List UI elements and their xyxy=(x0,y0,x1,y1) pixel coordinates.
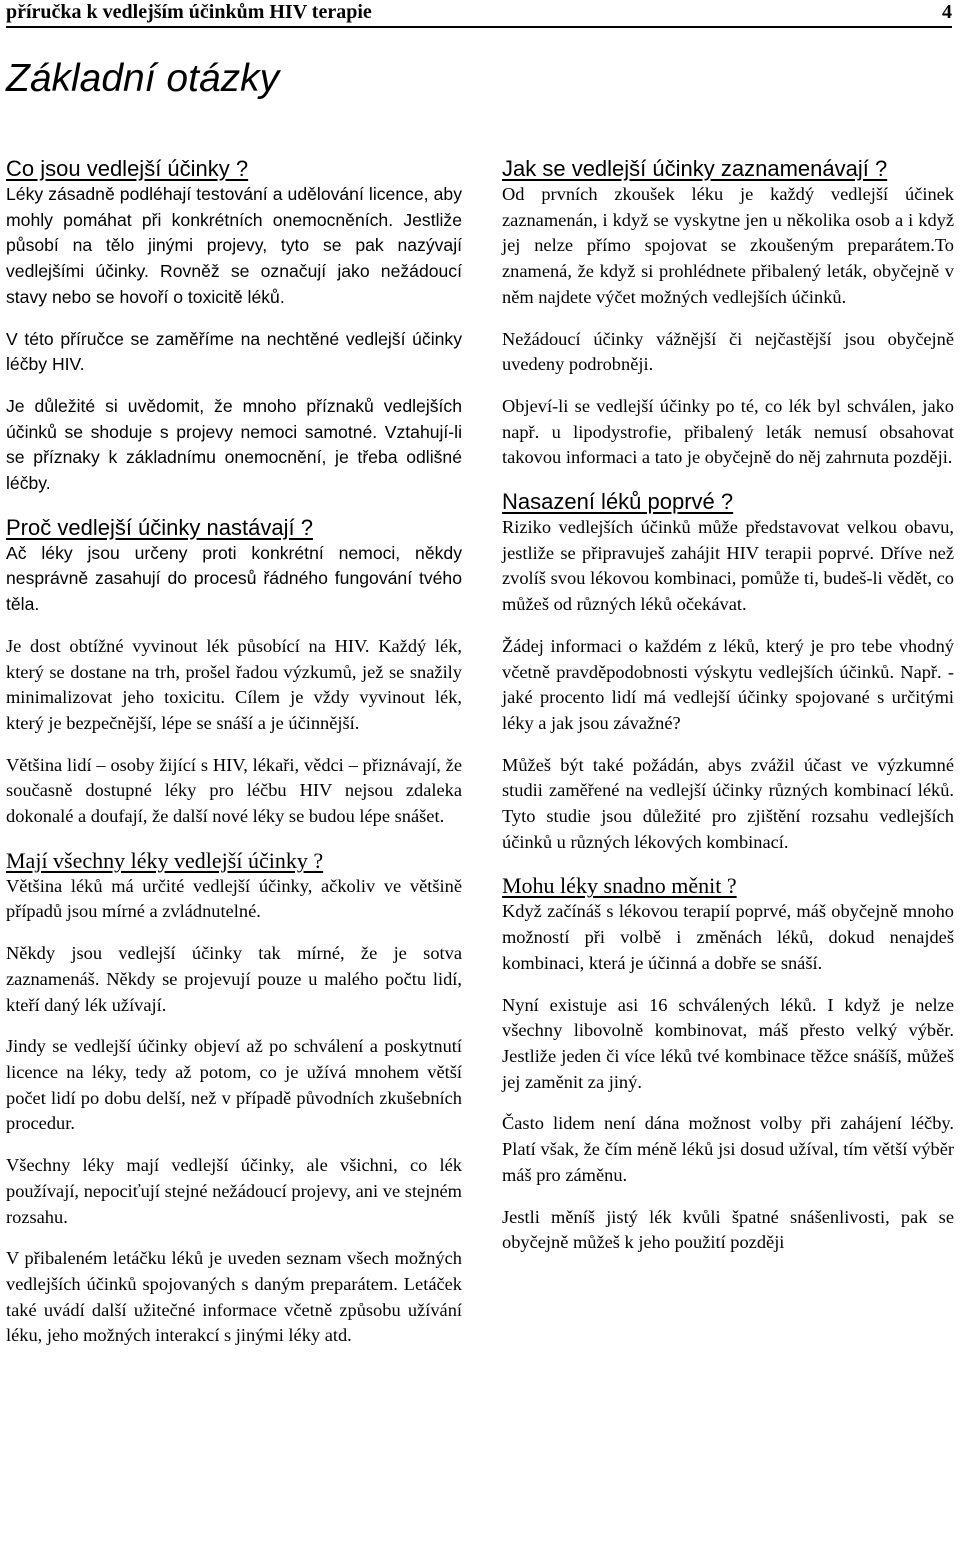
page-number: 4 xyxy=(942,1,952,23)
page-title: Základní otázky xyxy=(6,57,280,100)
running-header xyxy=(6,0,952,28)
section-heading: Jak se vedlejší účinky zaznamenávají ? xyxy=(502,156,888,181)
section-heading: Co jsou vedlejší účinky ? xyxy=(6,156,249,181)
paragraph: Žádej informaci o každém z léků, který je pro tebe vhodný včetně pravděpodobnosti výskytu vedlejších účinků. Např. - jaké procento lidí má vedlejší účinky spojované s určitými léky a jak jsou závažné? xyxy=(502,635,954,733)
paragraph: Většina léků má určité vedlejší účinky, ačkoliv ve většině případů jsou mírné a zvládnutelné. xyxy=(6,875,462,922)
paragraph: Můžeš být také požádán, abys zvážil účast ve výzkumné studii zaměřené na vedlejší účinky různých kombinací léků. Tyto studie jsou důležité pro zjištění rozsahu vedlejších účinků u různých lékových kombinací. xyxy=(502,754,954,852)
paragraph: Většina lidí – osoby žijící s HIV, lékaři, vědci – přiznávají, že současně dostupné léky pro léčbu HIV nejsou zdaleka dokonalé a doufají, že další nové léky se budou lépe snášet. xyxy=(6,754,462,827)
paragraph: Od prvních zkoušek léku je každý vedlejší účinek zaznamenán, i když se vyskytne jen u několika osob a i když jej nelze přímo spojovat se zkoušeným preparátem.To znamená, že když si prohlédnete přibalený leták, obyčejně v něm najdete výčet možných vedlejších účinků. xyxy=(502,184,954,307)
paragraph: Léky zásadně podléhají testování a udělování licence, aby mohly pomáhat při konkrétních onemocněních. Jestliže působí na tělo jinými projevy, tyto se pak nazývají vedlejšími účinky. Rovněž se označují jako nežádoucí stavy nebo se hovoří o toxicitě léků. xyxy=(6,184,462,307)
paragraph: Je důležité si uvědomit, že mnoho příznaků vedlejších účinků se shoduje s projevy nemoci samotné. Vztahují-li se příznaky k základnímu onemocnění, je třeba odlišné léčby. xyxy=(6,395,462,494)
header-title: příručka k vedlejším účinkům HIV terapie xyxy=(6,1,372,23)
paragraph: V této příručce se zaměříme na nechtěné vedlejší účinky léčby HIV. xyxy=(6,328,462,375)
section-what-are-side-effects xyxy=(6,156,462,497)
paragraph: Jestli měníš jistý lék kvůli špatné snášenlivosti, pak se obyčejně můžeš k jeho použití později xyxy=(502,1206,954,1253)
paragraph: Je dost obtížné vyvinout lék působící na HIV. Každý lék, který se dostane na trh, prošel řadou výzkumů, jež se snažily minimalizovat jeho toxicitu. Cílem je vždy vyvinout lék, který je bezpečnější, lépe se snáší a je účinnější. xyxy=(6,635,462,733)
paragraph: Někdy jsou vedlejší účinky tak mírné, že je sotva zaznamenáš. Někdy se projevují pouze u malého počtu lidí, kteří daný lék užívají. xyxy=(6,943,462,1015)
section-heading: Mají všechny léky vedlejší účinky ? xyxy=(6,847,324,873)
paragraph: Všechny léky mají vedlejší účinky, ale všichni, co lék používají, nepociťují stejné nežádoucí projevy, ani ve stejném rozsahu. xyxy=(6,1155,462,1227)
paragraph: Riziko vedlejších účinků může představovat velkou obavu, jestliže se připravuješ zahájit HIV terapii poprvé. Dříve než zvolíš svou lékovou kombinaci, pomůže ti, budeš-li vědět, co můžeš od různých léků očekávat. xyxy=(502,517,954,615)
section-heading: Proč vedlejší účinky nastávají ? xyxy=(6,514,313,540)
paragraph: Objeví-li se vedlejší účinky po té, co lék byl schválen, jako např. u lipodystrofie, přibalený leták nemusí obsahovat takovou informaci a tato je obyčejně do něj zahrnuta později. xyxy=(502,395,954,468)
section-heading: Mohu léky snadno měnit ? xyxy=(502,873,737,899)
section-first-time-drugs xyxy=(502,489,954,855)
paragraph: Nyní existuje asi 16 schválených léků. I když je nelze všechny libovolně kombinovat, máš přesto velký výběr. Jestliže jeden či více léků tvé kombinace těžce snášíš, můžeš jej zaměnit za jiný. xyxy=(502,994,954,1092)
right-column xyxy=(502,156,954,1256)
section-heading: Nasazení léků poprvé ? xyxy=(502,489,734,515)
paragraph: Když začínáš s lékovou terapií poprvé, máš obyčejně mnoho možností při volbě i změnách léků, dokud nenajdeš kombinaci, která je účinná a dobře se snáší. xyxy=(502,901,954,973)
section-how-recorded xyxy=(502,156,954,471)
section-can-change-drugs xyxy=(502,873,954,1255)
left-column xyxy=(6,156,462,1349)
paragraph: Jindy se vedlejší účinky objeví až po schválení a poskytnutí licence na léky, tedy až potom, co je užívá mnohem větší počet lidí po dobu delší, než v případě původních zkušebních procedur. xyxy=(6,1036,462,1134)
paragraph: Nežádoucí účinky vážnější či nejčastější jsou obyčejně uvedeny podrobněji. xyxy=(502,328,954,375)
paragraph: Často lidem není dána možnost volby při zahájení léčby. Platí však, že čím méně léků jsi dosud užíval, tím větší výběr máš pro záměnu. xyxy=(502,1113,954,1185)
section-why-side-effects xyxy=(6,515,462,830)
paragraph: V přibaleném letáčku léků je uveden seznam všech možných vedlejších účinků spojovaných s daným preparátem. Letáček také uvádí další užitečné informace včetně způsobu užívání léku, jeho možných interakcí s jinými léky atd. xyxy=(6,1248,462,1346)
paragraph: Ač léky jsou určeny proti konkrétní nemoci, někdy nesprávně zasahují do procesů řádného fungování tvého těla. xyxy=(6,542,462,615)
section-all-drugs-side-effects xyxy=(6,848,462,1349)
